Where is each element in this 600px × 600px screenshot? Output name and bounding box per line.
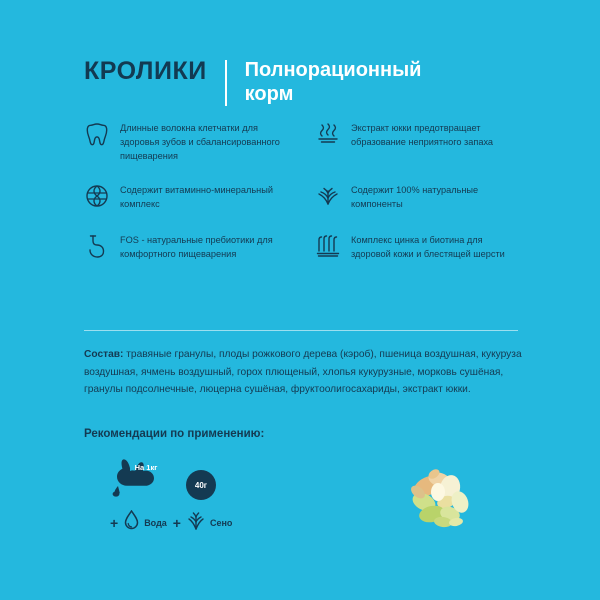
composition-label: Состав:: [84, 349, 124, 360]
feature-list: [84, 122, 518, 264]
water-drop-icon: [124, 510, 139, 535]
feature-text: Экстракт юкки предотвращает образование неприятного запаха: [351, 123, 494, 147]
hay-icon: [187, 510, 205, 535]
hay-item: [187, 510, 232, 535]
recommendations-block: [110, 458, 320, 535]
header: [84, 58, 475, 106]
feature-text: FOS - натуральные пребиотики для комфортного пищеварения: [120, 234, 273, 259]
composition-block: [84, 346, 522, 399]
fur-hair-icon: [315, 234, 341, 264]
composition-text: травяные гранулы, плоды рожкового дерева (кэроб), пшеница воздушная, кукуруза воздушная, ячмень воздушный, горох плющеный, хлопья кукурузные, морковь сушёная, гранулы подсолнечные, люцерна сушёная, фруктоолигосахариды, экстракт юкки.: [84, 349, 522, 396]
stomach-icon: [84, 234, 110, 264]
plus-sign: +: [110, 514, 119, 531]
feature-item: [315, 234, 518, 264]
feature-item: [315, 184, 518, 214]
additions-row: [110, 510, 320, 535]
feature-text: Содержит 100% натуральные компоненты: [351, 184, 479, 209]
plus-sign: +: [172, 514, 181, 531]
feature-text: Содержит витаминно-минеральный комплекс: [120, 184, 273, 209]
grass-icon: [315, 184, 341, 214]
water-label: Вода: [144, 517, 167, 528]
header-subtitle: Полнорационный корм: [244, 59, 422, 105]
recommendations-title: Рекомендации по применению:: [84, 428, 265, 440]
feature-text: Комплекс цинка и биотина для здоровой кожи и блестящей шерсти: [351, 234, 505, 259]
section-divider: [84, 330, 518, 331]
dosage-row: [110, 458, 320, 504]
hay-label: Сено: [209, 517, 233, 528]
feature-item: [84, 122, 287, 164]
feature-item: [84, 234, 287, 264]
dose-badge: 40г: [186, 470, 216, 500]
odor-waves-icon: [315, 122, 341, 152]
dose-per-weight-label: На 1кг: [134, 463, 158, 472]
feature-item: [315, 122, 518, 164]
food-photo: [388, 462, 500, 538]
feature-text: Длинные волокна клетчатки для здоровья зубов и сбалансированного пищеварения: [120, 123, 280, 161]
page-title: КРОЛИКИ: [84, 57, 207, 85]
feature-item: [84, 184, 287, 214]
tooth-icon: [84, 122, 110, 152]
vitamin-complex-icon: [84, 184, 110, 214]
water-item: [124, 510, 167, 535]
